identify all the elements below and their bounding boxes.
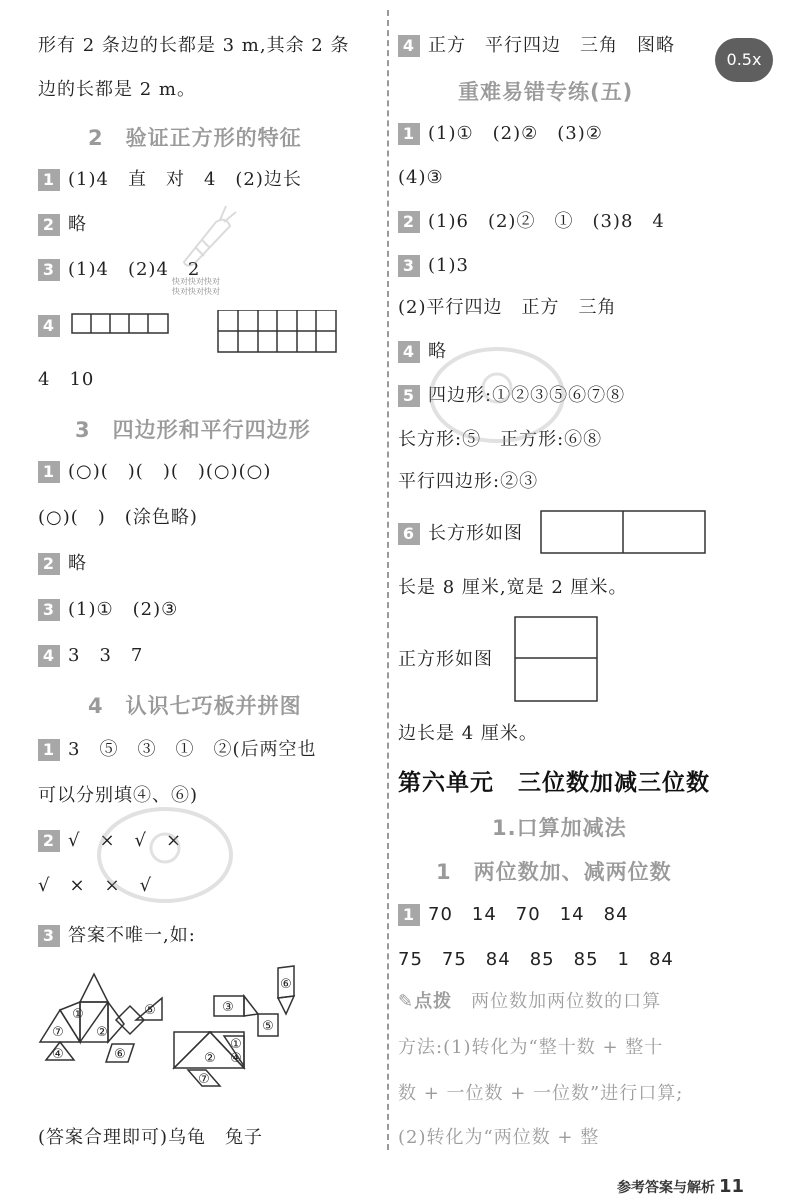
- r5-q2: [398, 210, 665, 234]
- r5-q6-line3: 正方形如图: [398, 649, 493, 670]
- square-figure: [514, 616, 600, 704]
- s3-q1: [38, 460, 271, 484]
- s3-q1-num: 1: [38, 461, 60, 483]
- rectangle-figure: [540, 510, 710, 556]
- s2-q2: [38, 213, 87, 237]
- s4-q1: [38, 738, 316, 762]
- footer-label: 参考答案与解析: [617, 1180, 715, 1196]
- s4-q2-line2: √ × × √: [38, 875, 153, 896]
- s4-q1-num: 1: [38, 739, 60, 761]
- tip-line-3: 数 + 一位数 + 一位数”进行口算;: [398, 1083, 684, 1104]
- s3-q2-num: 2: [38, 553, 60, 575]
- tip-label: 点拨: [414, 991, 453, 1012]
- r5-q2-text: (1)6 (2)② ① (3)8 4: [428, 211, 665, 232]
- tangram-label: ①: [72, 1007, 84, 1022]
- r5-q1: [398, 122, 603, 146]
- r5-q1-line2: (4)③: [398, 167, 444, 188]
- intro-line-2: 边的长都是 2 m。: [38, 79, 196, 100]
- u6-q1-num: 1: [398, 904, 420, 926]
- column-divider: [387, 10, 389, 1150]
- s2-q4-num: 4: [38, 315, 60, 337]
- tangram-label: ②: [204, 1051, 216, 1066]
- r5-q4-text: 略: [428, 341, 447, 362]
- tangram-figures: [38, 962, 308, 1092]
- unit-6-section-1-title: 1 两位数加、减两位数: [436, 860, 672, 884]
- tip-pin-icon: ✎: [398, 991, 415, 1012]
- square-strips-figure: [70, 310, 370, 370]
- r5-q1-num: 1: [398, 123, 420, 145]
- s3-q3-text: (1)① (2)③: [68, 599, 179, 620]
- s2-q4-extra: 4 10: [38, 369, 95, 390]
- unit-6-subtitle: 1.口算加减法: [492, 816, 627, 840]
- tangram-label: ⑦: [198, 1072, 210, 1087]
- tip-line-2: 方法:(1)转化为“整十数 + 整十: [398, 1037, 664, 1058]
- tangram-label: ④: [52, 1047, 64, 1062]
- section-4-title: 4 认识七巧板并拼图: [88, 694, 302, 718]
- s4-q2-num: 2: [38, 830, 60, 852]
- s2-q3-text: (1)4 (2)4 2: [68, 259, 201, 280]
- section-2-title: 2 验证正方形的特征: [88, 126, 302, 150]
- tangram-label: ④: [230, 1051, 242, 1066]
- watermark-tag: 快对快对快对 快对快对快对: [172, 277, 220, 296]
- tip-text-1: 两位数加两位数的口算: [471, 991, 662, 1012]
- r5-q5-line1: 四边形:①②③⑤⑥⑦⑧: [428, 385, 626, 406]
- r5-q6-text: 长方形如图: [428, 523, 523, 544]
- s4-q3-num: 3: [38, 925, 60, 947]
- tangram-label: ⑤: [144, 1003, 156, 1018]
- s2-q1: [38, 168, 302, 192]
- tip-line-4: (2)转化为“两位数 + 整: [398, 1127, 600, 1148]
- r5-q6: [398, 522, 523, 546]
- s4-q1-line2: 可以分别填④、⑥): [38, 785, 199, 806]
- r5-q5-num: 5: [398, 385, 420, 407]
- tangram-label: ①: [230, 1037, 242, 1052]
- logo-watermark-icon: [90, 800, 240, 910]
- tangram-label: ③: [222, 1000, 234, 1015]
- tangram-label: ⑥: [114, 1047, 126, 1062]
- s2-q1-text: (1)4 直 对 4 (2)边长: [68, 169, 302, 190]
- logo-watermark-icon: [422, 340, 572, 450]
- s3-q1-line2: (○)( ) (涂色略): [38, 507, 198, 528]
- s4-answer-line: (答案合理即可)乌龟 兔子: [38, 1127, 264, 1148]
- s3-q3-num: 3: [38, 599, 60, 621]
- tangram-label: ⑥: [280, 977, 292, 992]
- s4-q1-line1: 3 ⑤ ③ ① ②(后两空也: [68, 739, 317, 760]
- r5-q1-line1: (1)① (2)② (3)②: [428, 123, 603, 144]
- carrot-watermark-icon: [172, 200, 242, 270]
- r5-q6-line4: 边长是 4 厘米。: [398, 723, 538, 744]
- page-footer: [617, 1176, 744, 1197]
- r-q4-top-num: 4: [398, 35, 420, 57]
- s2-q3-num: 3: [38, 259, 60, 281]
- s4-q2-line1: √ × √ ×: [68, 830, 183, 851]
- r5-q2-num: 2: [398, 211, 420, 233]
- r5-q3-line1: (1)3: [428, 255, 469, 276]
- u6-q1: [398, 903, 629, 927]
- s2-q4: [38, 314, 68, 338]
- s3-q2-text: 略: [68, 553, 87, 574]
- s3-q2: [38, 552, 87, 576]
- r5-q5-line3: 平行四边形:②③: [398, 471, 539, 492]
- s2-q2-text: 略: [68, 214, 87, 235]
- s4-q3-text: 答案不唯一,如:: [68, 925, 196, 946]
- r5-q3-line2: (2)平行四边 正方 三角: [398, 297, 617, 318]
- s3-q3: [38, 598, 178, 622]
- s2-q2-num: 2: [38, 214, 60, 236]
- s2-q1-num: 1: [38, 169, 60, 191]
- r5-q3-num: 3: [398, 255, 420, 277]
- tangram-label: ②: [96, 1025, 108, 1040]
- u6-q1-line2: 75 75 84 85 85 1 84: [398, 949, 674, 970]
- unit-6-title: 第六单元 三位数加减三位数: [398, 770, 710, 796]
- section-5-title: 重难易错专练(五): [458, 80, 634, 104]
- tangram-label: ⑤: [262, 1019, 274, 1034]
- r-q4-top-text: 正方 平行四边 三角 图略: [428, 35, 675, 56]
- s4-q3: [38, 924, 196, 948]
- page-number: 11: [719, 1176, 745, 1197]
- intro-line-1: 形有 2 条边的长都是 3 m,其余 2 条: [38, 35, 350, 56]
- section-3-title: 3 四边形和平行四边形: [75, 418, 311, 442]
- s3-q4-num: 4: [38, 645, 60, 667]
- r-q4-top: [398, 34, 675, 58]
- u6-q1-line1: 70 14 70 14 84: [428, 904, 629, 925]
- r5-q3: [398, 254, 469, 278]
- r5-q5-line2: 长方形:⑤ 正方形:⑥⑧: [398, 429, 603, 450]
- s3-q4: [38, 644, 143, 668]
- s3-q1-line1: (○)( )( )( )(○)(○): [68, 461, 272, 482]
- r5-q6-num: 6: [398, 523, 420, 545]
- r5-q4-num: 4: [398, 341, 420, 363]
- r5-q6-line2: 长是 8 厘米,宽是 2 厘米。: [398, 577, 628, 598]
- tangram-label: ⑦: [52, 1025, 64, 1040]
- zoom-badge[interactable]: 0.5x: [715, 38, 773, 82]
- tip-line-1: [398, 990, 661, 1014]
- s3-q4-text: 3 3 7: [68, 645, 144, 666]
